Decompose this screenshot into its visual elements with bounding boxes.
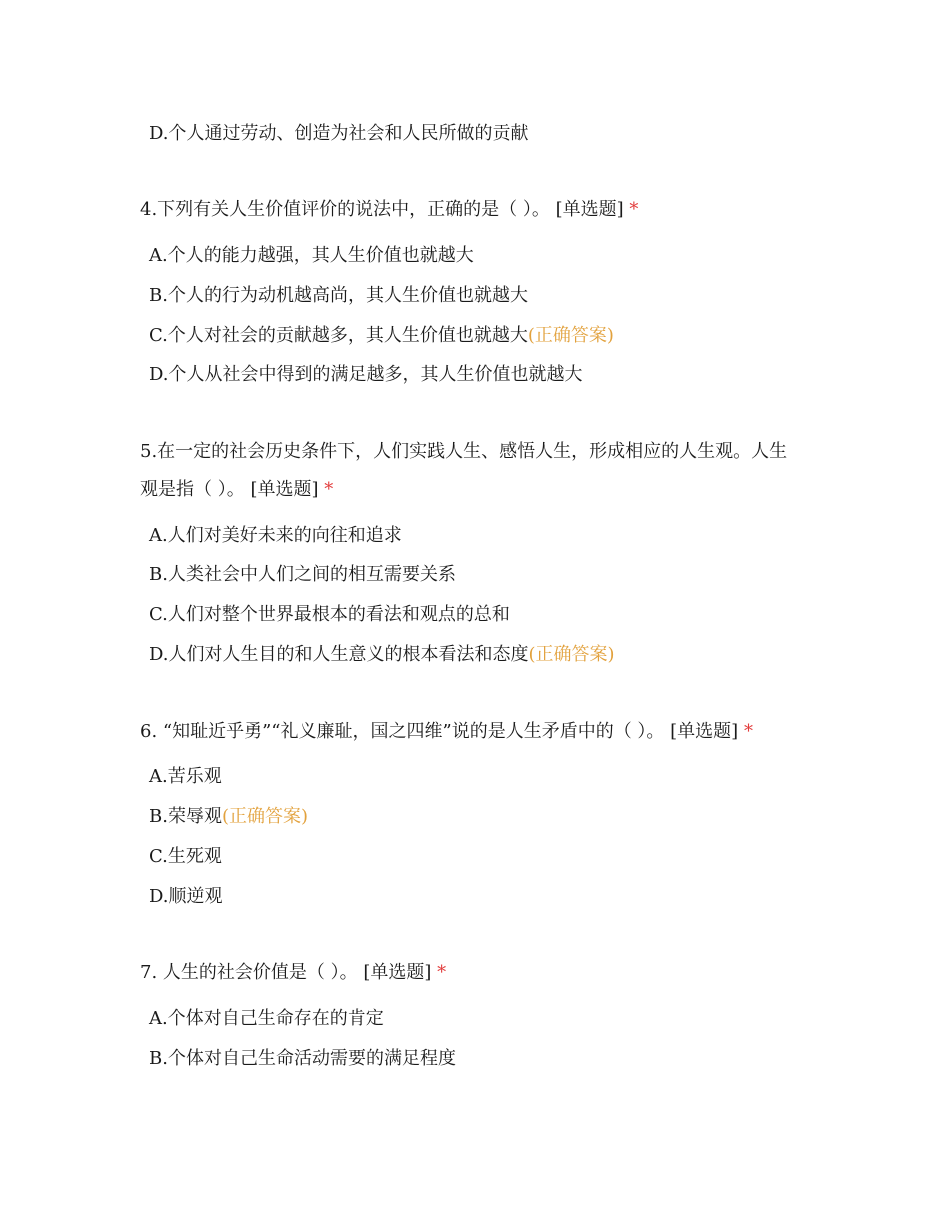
option-text: A.个体对自己生命存在的肯定 [149,1008,384,1029]
question-6-option-d[interactable] [149,885,223,909]
correct-answer-label: (正确答案) [527,325,614,346]
question-7-title [140,961,446,985]
question-6-title [140,720,753,744]
question-7-option-b[interactable] [149,1047,456,1071]
question-5-title-line1 [140,440,787,464]
option-text: B.人类社会中人们之间的相互需要关系 [149,564,456,585]
option-text: A.人们对美好未来的向往和追求 [149,525,402,546]
question-5-option-b[interactable] [149,563,456,587]
option-text: D.个人通过劳动、创造为社会和人民所做的贡献 [149,123,529,144]
question-text: 观是指（ ）。 [单选题] [140,479,319,500]
option-text: A.苦乐观 [149,766,222,787]
correct-answer-label: (正确答案) [221,806,308,827]
question-6-option-b[interactable] [149,805,308,829]
question-4-option-b[interactable] [149,284,528,308]
question-4-title [140,198,638,222]
option-text: B.荣辱观 [149,806,222,827]
question-5-option-a[interactable] [149,524,402,548]
question-5-option-d[interactable] [149,643,615,667]
option-text: C.生死观 [149,846,222,867]
required-star: * [324,479,334,500]
question-5-title-line2 [140,478,333,502]
question-6-option-a[interactable] [149,765,222,789]
question-text: 6. “知耻近乎勇”“礼义廉耻，国之四维”说的是人生矛盾中的（ ）。 [单选题] [140,721,739,742]
question-5-option-c[interactable] [149,603,510,627]
question-text: 7. 人生的社会价值是（ ）。 [单选题] [140,962,432,983]
question-7-option-a[interactable] [149,1007,384,1031]
prev-question-option-d[interactable] [149,122,529,146]
question-text: 5.在一定的社会历史条件下，人们实践人生、感悟人生，形成相应的人生观。人生 [140,441,788,462]
question-6-option-c[interactable] [149,845,222,869]
correct-answer-label: (正确答案) [528,644,615,665]
option-text: C.个人对社会的贡献越多，其人生价值也就越大 [149,325,528,346]
question-4-option-a[interactable] [149,244,474,268]
option-text: C.人们对整个世界最根本的看法和观点的总和 [149,604,510,625]
question-4-option-c[interactable] [149,324,614,348]
question-text: 4.下列有关人生价值评价的说法中，正确的是（ ）。 [单选题] [140,199,624,220]
option-text: B.个体对自己生命活动需要的满足程度 [149,1048,456,1069]
option-text: D.顺逆观 [149,886,223,907]
required-star: * [743,721,753,742]
required-star: * [629,199,639,220]
option-text: A.个人的能力越强，其人生价值也就越大 [149,245,474,266]
option-text: B.个人的行为动机越高尚，其人生价值也就越大 [149,285,528,306]
question-4-option-d[interactable] [149,363,583,387]
required-star: * [437,962,447,983]
option-text: D.人们对人生目的和人生意义的根本看法和态度 [149,644,529,665]
option-text: D.个人从社会中得到的满足越多，其人生价值也就越大 [149,364,583,385]
